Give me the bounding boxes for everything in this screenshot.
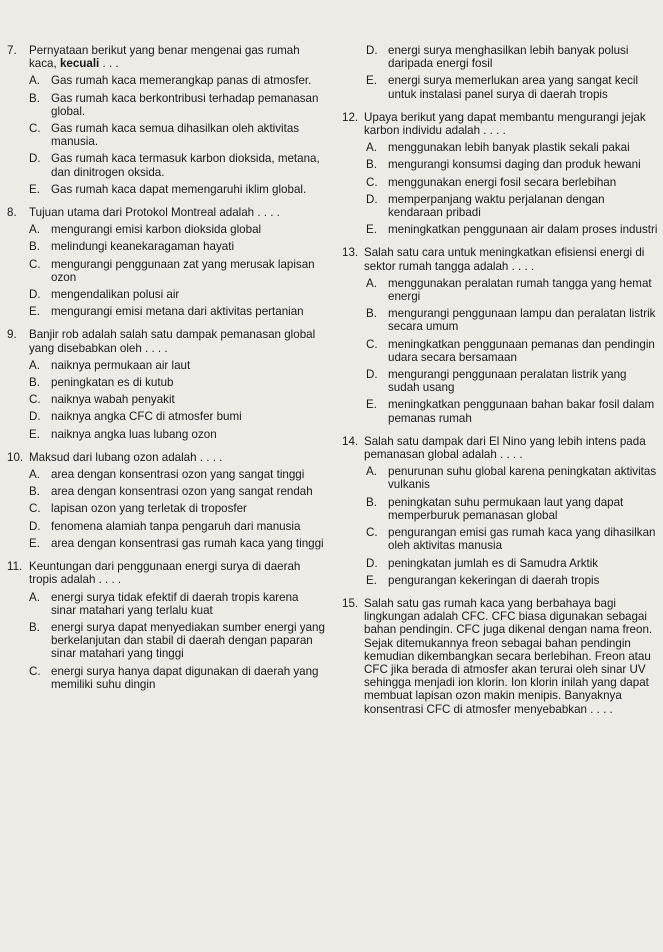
question-11	[7, 560, 325, 691]
option-text: pengurangan kekeringan di daerah tropis	[388, 573, 600, 587]
answer-option	[366, 465, 658, 491]
stem-tail: . . .	[102, 57, 119, 71]
option-text: Gas rumah kaca semua dihasilkan oleh aktivitas manusia.	[51, 122, 300, 149]
answer-options	[29, 468, 325, 550]
answer-option	[366, 176, 658, 189]
question-number: 12.	[342, 110, 359, 124]
question-9	[7, 328, 325, 440]
answer-option	[29, 359, 325, 372]
option-text: mengurangi penggunaan zat yang merusak lapisan ozon	[51, 257, 315, 284]
option-letter: E.	[366, 223, 377, 237]
answer-option	[29, 665, 325, 691]
answer-option	[366, 158, 658, 171]
option-text: Gas rumah kaca dapat memengaruhi iklim global.	[51, 182, 307, 196]
answer-option	[366, 44, 658, 70]
option-letter: C.	[29, 122, 41, 136]
option-text: meningkatkan penggunaan pemanas dan pendingin udara secara bersamaan	[388, 337, 655, 364]
question-number: 14.	[342, 434, 359, 448]
answer-option	[366, 557, 658, 570]
option-text: melindungi keanekaragaman hayati	[51, 240, 235, 254]
answer-option	[29, 376, 325, 389]
question-number: 8.	[7, 206, 17, 220]
option-letter: E.	[366, 74, 377, 88]
option-text: mengendalikan polusi air	[51, 288, 180, 302]
option-letter: A.	[29, 74, 40, 88]
question-header	[7, 560, 325, 586]
stem-text: Pernyataan berikut yang benar mengenai gas rumah kaca,	[29, 44, 300, 71]
question-10	[7, 451, 325, 550]
option-letter: D.	[366, 192, 378, 206]
option-letter: C.	[29, 393, 41, 407]
option-letter: B.	[366, 495, 377, 509]
question-header	[342, 246, 658, 272]
option-text: menggunakan energi fosil secara berlebihan	[388, 175, 617, 189]
answer-option	[29, 122, 325, 148]
question-14	[342, 435, 658, 587]
answer-option	[29, 520, 325, 533]
option-text: energi surya dapat menyediakan sumber energi yang berkelanjutan dan stabil di daerah dengan paparan sinar matahari yang tinggi	[51, 620, 325, 661]
question-header	[7, 451, 325, 464]
option-text: energi surya memerlukan area yang sangat kecil untuk instalasi panel surya di daerah tropis	[388, 74, 639, 101]
option-letter: C.	[366, 175, 378, 189]
option-text: naiknya permukaan air laut	[51, 358, 191, 372]
option-letter: C.	[29, 502, 41, 516]
option-letter: E.	[29, 182, 40, 196]
question-number: 15.	[342, 596, 359, 610]
question-15	[342, 597, 658, 716]
answer-option	[366, 74, 658, 100]
option-letter: A.	[29, 590, 40, 604]
answer-option	[29, 152, 325, 178]
option-text: mengurangi konsumsi daging dan produk hewani	[388, 158, 641, 172]
option-text: naiknya angka CFC di atmosfer bumi	[51, 410, 242, 424]
option-letter: A.	[29, 468, 40, 482]
right-column	[342, 44, 658, 726]
option-letter: D.	[29, 519, 41, 533]
answer-option	[29, 410, 325, 423]
question-stem	[29, 560, 325, 586]
question-stem	[364, 435, 658, 461]
option-text: fenomena alamiah tanpa pengaruh dari manusia	[51, 519, 301, 533]
option-text: mengurangi penggunaan peralatan listrik yang sudah usang	[388, 368, 627, 395]
answer-options	[29, 359, 325, 441]
option-letter: E.	[29, 427, 40, 441]
answer-option	[29, 393, 325, 406]
stem-text: Maksud dari lubang ozon adalah . . . .	[29, 450, 223, 464]
question-stem	[29, 206, 325, 219]
answer-option	[366, 307, 658, 333]
option-letter: E.	[29, 536, 40, 550]
answer-option	[366, 223, 658, 236]
option-text: energi surya hanya dapat digunakan di daerah yang memiliki suhu dingin	[51, 664, 319, 691]
option-text: naiknya angka luas lubang ozon	[51, 427, 217, 441]
option-text: lapisan ozon yang terletak di troposfer	[51, 502, 247, 516]
option-text: area dengan konsentrasi ozon yang sangat rendah	[51, 485, 313, 499]
question-7	[7, 44, 325, 196]
answer-option	[29, 183, 325, 196]
question-number: 11.	[7, 560, 23, 574]
option-text: menggunakan lebih banyak plastik sekali pakai	[388, 141, 630, 155]
question-number: 10.	[7, 450, 24, 464]
stem-text: Salah satu cara untuk meningkatkan efisiensi energi di sektor rumah tangga adalah . . . .	[364, 246, 645, 273]
answer-option	[366, 574, 658, 587]
option-letter: D.	[29, 410, 41, 424]
answer-option	[366, 193, 658, 219]
question-header	[342, 435, 658, 461]
question-header	[7, 328, 325, 354]
option-letter: C.	[366, 337, 378, 351]
option-text: naiknya wabah penyakit	[51, 393, 175, 407]
answer-options	[29, 74, 325, 196]
answer-option	[29, 258, 325, 284]
option-text: mengurangi emisi metana dari aktivitas pertanian	[51, 305, 304, 319]
answer-option	[29, 485, 325, 498]
option-letter: E.	[29, 305, 40, 319]
option-letter: C.	[366, 526, 378, 540]
option-letter: A.	[29, 223, 40, 237]
answer-option	[29, 305, 325, 318]
question-stem	[29, 44, 325, 70]
option-letter: E.	[366, 573, 377, 587]
stem-text: Keuntungan dari penggunaan energi surya di daerah tropis adalah . . . .	[29, 560, 301, 587]
option-letter: D.	[29, 152, 41, 166]
option-text: meningkatkan penggunaan air dalam proses industri	[388, 223, 658, 237]
answer-option	[29, 591, 325, 617]
option-text: meningkatkan penggunaan bahan bakar fosil dalam pemanas rumah	[388, 398, 655, 425]
option-letter: A.	[366, 276, 377, 290]
stem-text: Tujuan utama dari Protokol Montreal adalah . . . .	[29, 206, 280, 220]
answer-option	[29, 502, 325, 515]
stem-text: Salah satu dampak dari El Nino yang lebih intens pada pemanasan global adalah . . . .	[364, 434, 646, 462]
option-letter: B.	[29, 376, 40, 390]
option-text: peningkatan suhu permukaan laut yang dapat memperburuk pemanasan global	[388, 495, 624, 522]
question-header	[7, 206, 325, 219]
question-8	[7, 206, 325, 318]
answer-option	[29, 240, 325, 253]
answer-option	[29, 468, 325, 481]
option-text: mengurangi emisi karbon dioksida global	[51, 223, 262, 237]
option-letter: B.	[366, 307, 377, 321]
answer-options	[366, 465, 658, 587]
question-stem	[364, 597, 658, 716]
answer-option	[366, 277, 658, 303]
option-text: menggunakan peralatan rumah tangga yang hemat energi	[388, 276, 652, 304]
option-letter: D.	[366, 44, 378, 57]
question-11-continued	[366, 44, 658, 101]
option-text: Gas rumah kaca berkontribusi terhadap pemanasan global.	[51, 91, 319, 118]
option-text: energi surya tidak efektif di daerah tropis karena sinar matahari yang terlalu kuat	[51, 590, 299, 617]
option-text: pengurangan emisi gas rumah kaca yang dihasilkan oleh aktivitas manusia	[388, 526, 656, 553]
option-text: peningkatan jumlah es di Samudra Arktik	[388, 556, 599, 570]
option-letter: B.	[29, 620, 40, 634]
question-header	[342, 111, 658, 137]
answer-option	[29, 621, 325, 661]
option-text: Gas rumah kaca memerangkap panas di atmosfer.	[51, 74, 312, 88]
option-letter: B.	[29, 240, 40, 254]
option-text: memperpanjang waktu perjalanan dengan kendaraan pribadi	[388, 192, 605, 220]
answer-option	[366, 398, 658, 424]
option-letter: D.	[366, 556, 378, 570]
answer-option	[29, 537, 325, 550]
question-stem	[29, 451, 325, 464]
answer-option	[29, 428, 325, 441]
option-text: Gas rumah kaca termasuk karbon dioksida, metana, dan dinitrogen oksida.	[51, 152, 320, 179]
option-letter: E.	[366, 398, 377, 412]
answer-option	[366, 368, 658, 394]
answer-options	[29, 591, 325, 691]
option-letter: D.	[366, 368, 378, 382]
answer-option	[29, 223, 325, 236]
answer-options	[366, 141, 658, 236]
option-letter: B.	[366, 158, 377, 172]
option-text: area dengan konsentrasi ozon yang sangat tinggi	[51, 468, 305, 482]
answer-option	[366, 141, 658, 154]
answer-options	[366, 277, 658, 425]
question-number: 9.	[7, 328, 17, 342]
answer-option	[29, 288, 325, 301]
question-stem	[364, 246, 658, 272]
question-stem	[29, 328, 325, 354]
option-letter: A.	[366, 465, 377, 479]
option-letter: C.	[29, 257, 41, 271]
answer-options	[29, 223, 325, 318]
question-stem	[364, 111, 658, 137]
option-letter: D.	[29, 288, 41, 302]
option-letter: A.	[366, 141, 377, 155]
question-number: 7.	[7, 44, 17, 57]
option-text: penurunan suhu global karena peningkatan aktivitas vulkanis	[388, 465, 657, 492]
answer-option	[366, 496, 658, 522]
stem-text: Salah satu gas rumah kaca yang berbahaya bagi lingkungan adalah CFC. CFC biasa digunakan sebagai bahan pendingin. CFC juga dikenal dengan nama freon. Sejak ditemukannya freon sebagai bahan pendingin kemudian dikembangkan secara berlebihan. Freon atau CFC jika berada di atmosfer akan terurai oleh sinar UV sehingga menjadi ion klorin. Ion klorin inilah yang dapat membuat lapisan ozon makin menipis. Banyaknya konsentrasi CFC di atmosfer menyebabkan . . . .	[364, 596, 653, 716]
left-column	[7, 44, 325, 701]
answer-option	[29, 92, 325, 118]
question-number: 13.	[342, 246, 359, 260]
option-letter: B.	[29, 485, 40, 499]
question-13	[342, 246, 658, 424]
option-letter: B.	[29, 91, 40, 105]
answer-option	[366, 526, 658, 552]
answer-option	[366, 338, 658, 364]
question-header	[7, 44, 325, 70]
option-text: energi surya menghasilkan lebih banyak polusi daripada energi fosil	[388, 44, 629, 71]
option-letter: C.	[29, 664, 41, 678]
question-12	[342, 111, 658, 237]
option-text: mengurangi penggunaan lampu dan peralatan listrik secara umum	[388, 307, 656, 334]
stem-text: Upaya berikut yang dapat membantu mengurangi jejak karbon individu adalah . . . .	[364, 110, 646, 138]
question-header	[342, 597, 658, 716]
answer-option	[29, 74, 325, 87]
option-text: peningkatan es di kutub	[51, 376, 174, 390]
stem-text: Banjir rob adalah salah satu dampak pemanasan global yang disebabkan oleh . . . .	[29, 328, 316, 355]
option-text: area dengan konsentrasi gas rumah kaca yang tinggi	[51, 536, 324, 550]
stem-emphasis: kecuali	[59, 57, 100, 71]
option-letter: A.	[29, 358, 40, 372]
